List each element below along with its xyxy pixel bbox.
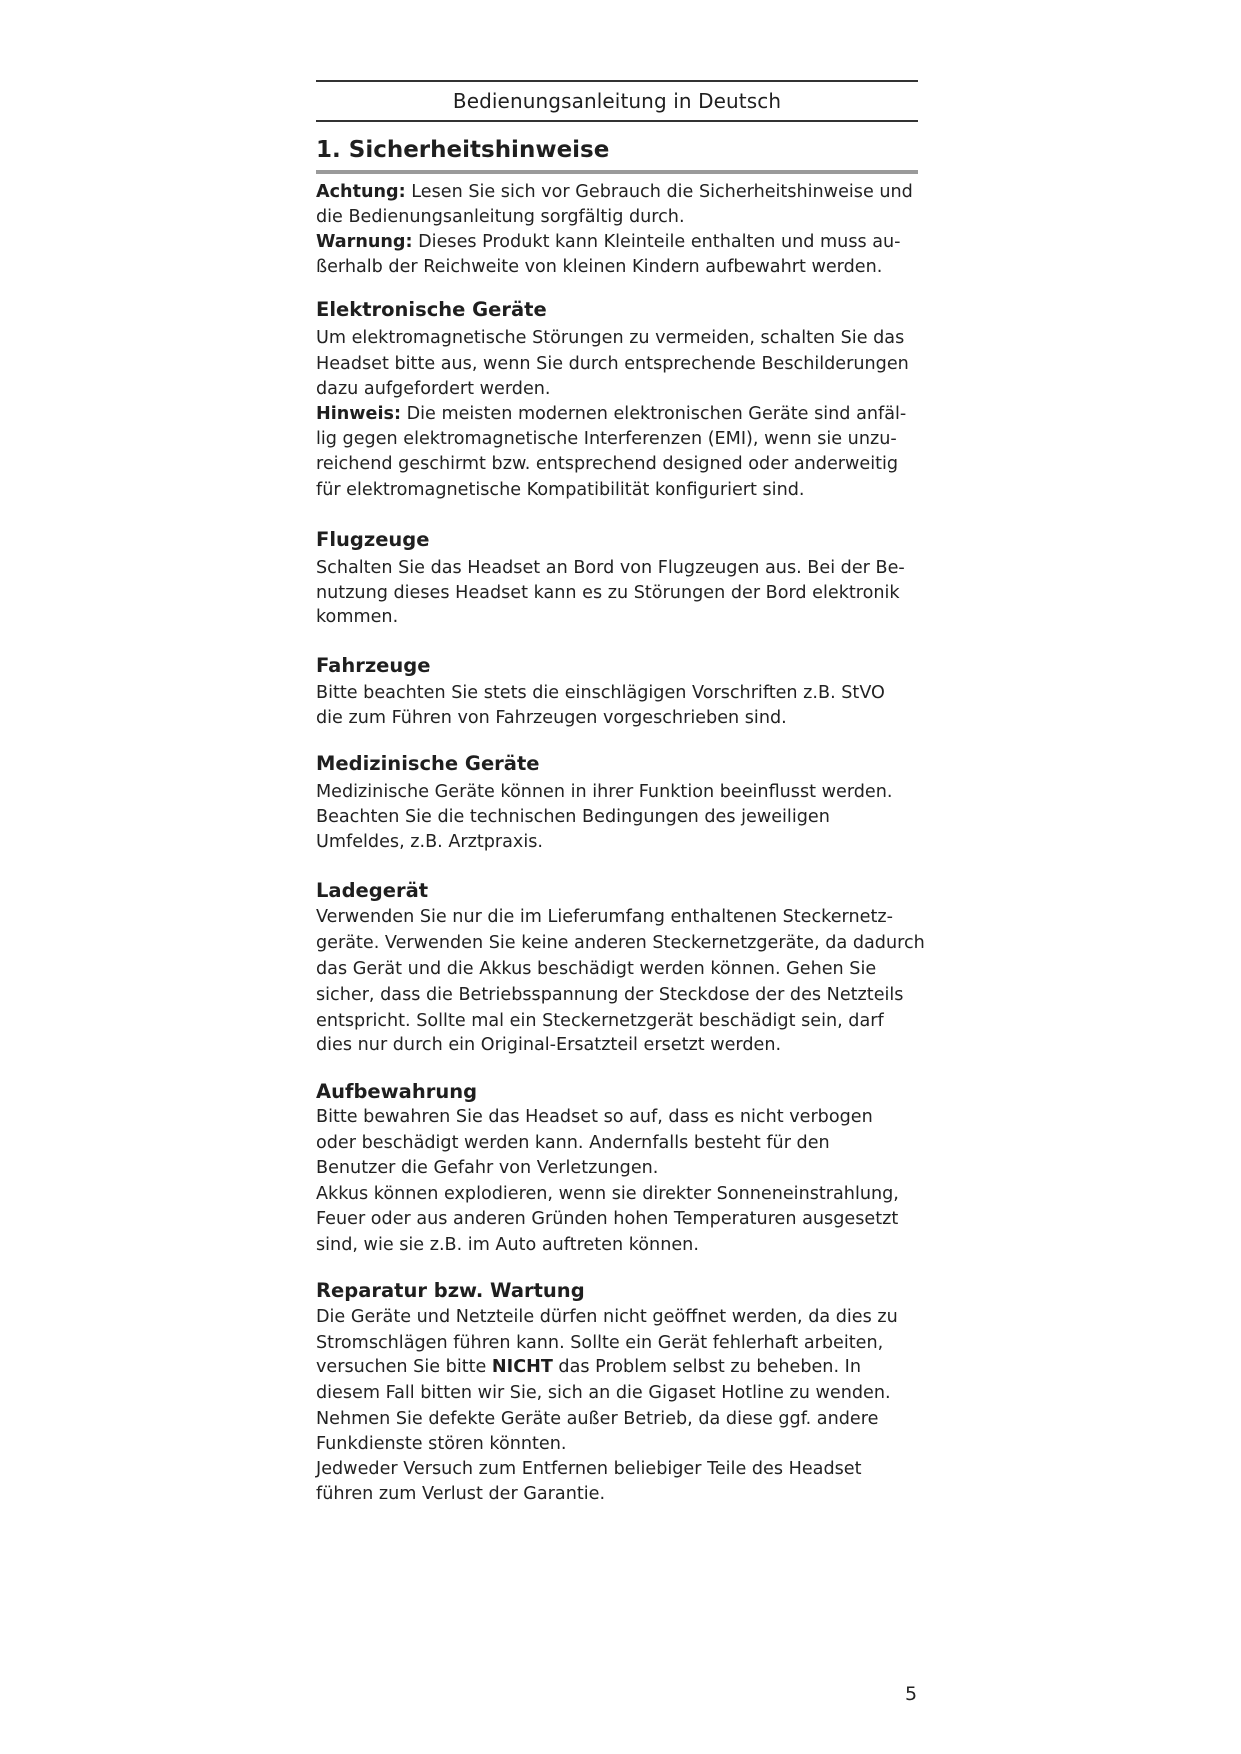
paragraph-line: Funkdienste stören könnten. xyxy=(316,1434,567,1454)
section-title: 1. Sicherheitshinweise xyxy=(316,137,610,163)
paragraph-line: reichend geschirmt bzw. entsprechend designed oder anderweitig xyxy=(316,454,899,474)
paragraph-line: Verwenden Sie nur die im Lieferumfang enthaltenen Steckernetz- xyxy=(316,907,893,927)
paragraph-line: Nehmen Sie defekte Geräte außer Betrieb, da diese ggf. andere xyxy=(316,1409,879,1429)
paragraph-line: Bitte beachten Sie stets die einschlägigen Vorschriften z.B. StVO xyxy=(316,683,885,703)
paragraph-line: Beachten Sie die technischen Bedingungen des jeweiligen xyxy=(316,807,830,827)
paragraph-line: entspricht. Sollte mal ein Steckernetzgerät beschädigt sein, darf xyxy=(316,1011,884,1031)
intro-line xyxy=(316,230,901,254)
paragraph-line: nutzung dieses Headset kann es zu Störungen der Bord elektronik xyxy=(316,583,900,603)
paragraph-line: Feuer oder aus anderen Gründen hohen Temperaturen ausgesetzt xyxy=(316,1209,899,1229)
heading-aufbewahrung: Aufbewahrung xyxy=(316,1080,478,1103)
intro-line: ßerhalb der Reichweite von kleinen Kindern aufbewahrt werden. xyxy=(316,257,883,277)
heading-elektronische-geraete: Elektronische Geräte xyxy=(316,298,547,321)
paragraph-line: Akkus können explodieren, wenn sie direkter Sonneneinstrahlung, xyxy=(316,1184,899,1204)
header-bottom-rule xyxy=(316,120,918,122)
paragraph-line: Jedweder Versuch zum Entfernen beliebiger Teile des Headset xyxy=(316,1459,862,1479)
nicht-emphasis: NICHT xyxy=(491,1357,553,1377)
intro-text: Dieses Produkt kann Kleinteile enthalten und muss au- xyxy=(412,232,901,252)
paragraph-line: Um elektromagnetische Störungen zu vermeiden, schalten Sie das xyxy=(316,328,905,348)
paragraph-line: Umfeldes, z.B. Arztpraxis. xyxy=(316,832,543,852)
page-number: 5 xyxy=(905,1683,918,1705)
paragraph-text: das Problem selbst zu beheben. In xyxy=(552,1357,861,1377)
paragraph-line: geräte. Verwenden Sie keine anderen Steckernetzgeräte, da dadurch xyxy=(316,933,925,953)
paragraph-line: dies nur durch ein Original-Ersatzteil ersetzt werden. xyxy=(316,1035,782,1055)
paragraph-line: Headset bitte aus, wenn Sie durch entsprechende Beschilderungen xyxy=(316,354,909,374)
paragraph-line xyxy=(316,1355,861,1379)
paragraph-line: führen zum Verlust der Garantie. xyxy=(316,1484,606,1504)
paragraph-line: sicher, dass die Betriebsspannung der Steckdose der des Netzteils xyxy=(316,985,904,1005)
paragraph-line: das Gerät und die Akkus beschädigt werden können. Gehen Sie xyxy=(316,959,877,979)
paragraph-line: Die Geräte und Netzteile dürfen nicht geöffnet werden, da dies zu xyxy=(316,1307,898,1327)
warnung-label: Warnung: xyxy=(316,232,413,252)
paragraph-line: für elektromagnetische Kompatibilität konfiguriert sind. xyxy=(316,480,805,500)
heading-flugzeuge: Flugzeuge xyxy=(316,528,430,551)
header-top-rule xyxy=(316,80,918,82)
paragraph-line: kommen. xyxy=(316,607,399,627)
paragraph-line: Bitte bewahren Sie das Headset so auf, dass es nicht verbogen xyxy=(316,1107,873,1127)
paragraph-line: sind, wie sie z.B. im Auto auftreten können. xyxy=(316,1235,699,1255)
paragraph-text: versuchen Sie bitte xyxy=(316,1357,492,1377)
paragraph-line: Schalten Sie das Headset an Bord von Flugzeugen aus. Bei der Be- xyxy=(316,558,905,578)
heading-reparatur-wartung: Reparatur bzw. Wartung xyxy=(316,1279,585,1302)
paragraph-line: dazu aufgefordert werden. xyxy=(316,379,551,399)
paragraph-line: Medizinische Geräte können in ihrer Funktion beeinflusst werden. xyxy=(316,782,893,802)
heading-medizinische-geraete: Medizinische Geräte xyxy=(316,752,540,775)
heading-fahrzeuge: Fahrzeuge xyxy=(316,654,431,677)
paragraph-line: lig gegen elektromagnetische Interferenzen (EMI), wenn sie unzu- xyxy=(316,429,897,449)
heading-ladegeraet: Ladegerät xyxy=(316,879,429,902)
section-underline xyxy=(316,170,918,174)
achtung-label: Achtung: xyxy=(316,182,406,202)
hinweis-label: Hinweis: xyxy=(316,404,402,424)
paragraph-line xyxy=(316,402,906,426)
paragraph-line: oder beschädigt werden kann. Andernfalls besteht für den xyxy=(316,1133,830,1153)
paragraph-line: Stromschlägen führen kann. Sollte ein Gerät fehlerhaft arbeiten, xyxy=(316,1333,884,1353)
paragraph-line: die zum Führen von Fahrzeugen vorgeschrieben sind. xyxy=(316,708,787,728)
intro-line xyxy=(316,180,913,204)
header-title: Bedienungsanleitung in Deutsch xyxy=(452,89,782,113)
paragraph-line: Benutzer die Gefahr von Verletzungen. xyxy=(316,1158,659,1178)
paragraph-text: Die meisten modernen elektronischen Geräte sind anfäl- xyxy=(401,404,907,424)
paragraph-line: diesem Fall bitten wir Sie, sich an die Gigaset Hotline zu wenden. xyxy=(316,1383,891,1403)
intro-line: die Bedienungsanleitung sorgfältig durch. xyxy=(316,207,685,227)
intro-text: Lesen Sie sich vor Gebrauch die Sicherheitshinweise und xyxy=(405,182,913,202)
